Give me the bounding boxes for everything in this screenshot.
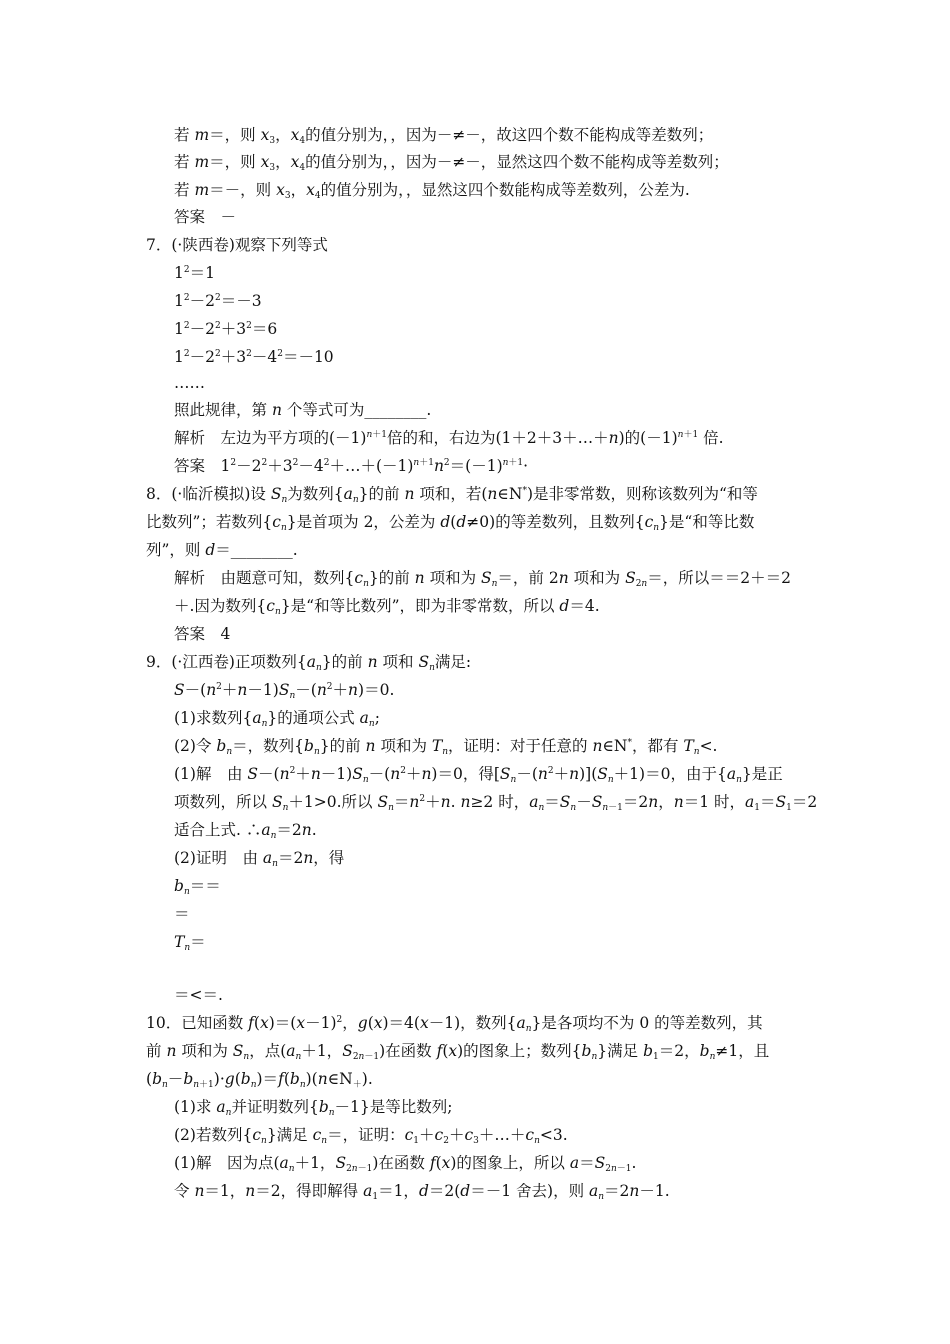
text-line: 适合上式. $\therefore a_n=2n$. xyxy=(174,821,317,841)
text-line: 9．(·江西卷)正项数列$\{a_n\}$的前 n 项和 $S_n$满足: xyxy=(146,653,472,673)
text-line: 答案 $1^2-2^2+3^2-4^2+\dots+(-1)^{n+1}n^2=(-1)^{n+1}\cdot$ xyxy=(174,457,529,475)
text-line: 7．(·陕西卷)观察下列等式 xyxy=(146,236,328,254)
text-line: $1^2-2^2+3^2=6$ xyxy=(174,320,278,338)
text-line: ＝ xyxy=(174,905,190,923)
text-line: (1)求 $a_n$并证明数列$\{b_n-1\}$是等比数列; xyxy=(174,1098,453,1118)
text-line: (2)若数列$\{c_n\}$满足 $c_n=$，证明：$c_1+c_2+c_3+\dots+c_n<3$. xyxy=(174,1126,568,1146)
text-line: $1^2=1$ xyxy=(174,264,215,282)
text-line: 前 n 项和为 $S_n$，点($a_n+1$，$S_{2n-1}$)在函数 f(x)的图象上；数列$\{b_n\}$满足 $b_1=2$，$b_n\ne 1$，且 xyxy=(146,1042,770,1062)
text-line: $S-(n^2+n-1)S_n-(n^2+n)=0$. xyxy=(174,681,395,701)
text-line: 若 m＝，则 $x_3$，$x_4$的值分别为，，因为－≠－，故这四个数不能构成等差数列； xyxy=(174,126,714,146)
text-line: 答案 － xyxy=(174,208,237,226)
text-line: 10．已知函数 $f(x)=(x-1)^2$，g(x)＝4(x－1)，数列$\{a_n\}$是各项均不为 0 的等差数列，其 xyxy=(146,1014,763,1034)
text-line: $T_n=$ xyxy=(174,933,206,953)
text-line: 列”，则 d＝________. xyxy=(146,541,298,559)
text-line: 项数列，所以 $S_n+1>0$.所以 $S_n=n^2+n$. n≥2 时，$a_n=S_n-S_{n-1}=2n$，n＝1 时，$a_1=S_1=2$ xyxy=(174,793,818,813)
text-line: 8．(·临沂模拟)设 $S_n$为数列$\{a_n\}$的前 n 项和，若(n∈N*)是非零常数，则称该数列为“和等 xyxy=(146,485,758,505)
text-line: 答案 4 xyxy=(174,625,231,643)
text-line: 令 n＝1，n＝2，得即解得 $a_1=1$，d＝2(d＝－1 舍去)，则 $a_n=2n-1$. xyxy=(174,1182,670,1202)
text-line: 解析 由题意可知，数列$\{c_n\}$的前 n 项和为 $S_n=$，前 2n 项和为 $S_{2n}=$，所以＝＝2＋＝2 xyxy=(174,569,791,589)
text-line: …… xyxy=(174,374,205,392)
text-line: $(b_n-b_{n+1})\cdot g(b_n)=f(b_n)(n\in N_+)$. xyxy=(146,1070,373,1090)
text-line: (1)求数列$\{a_n\}$的通项公式 $a_n$; xyxy=(174,709,380,729)
text-line: (1)解 由 $S-(n^2+n-1)S_n-(n^2+n)=0$，得$[S_n-(n^2+n)](S_n+1)=0$，由于$\{a_n\}$是正 xyxy=(174,765,783,785)
text-line: 照此规律，第 n 个等式可为________. xyxy=(174,401,432,419)
text-line: (2)令 $b_n=$，数列$\{b_n\}$的前 n 项和为 $T_n$，证明：对于任意的 n∈N*，都有 $T_n<$. xyxy=(174,737,718,757)
text-line: $1^2-2^2+3^2-4^2=-10$ xyxy=(174,348,334,366)
text-line: 解析 左边为平方项的$(-1)^{n+1}$倍的和，右边为(1＋2＋3＋…＋n)的$(-1)^{n+1}$ 倍. xyxy=(174,429,724,447)
text-line: (1)解 因为点($a_n+1$，$S_{2n-1}$)在函数 f(x)的图象上，所以 $a=S_{2n-1}$. xyxy=(174,1154,637,1174)
text-line: ＋.因为数列$\{c_n\}$是“和等比数列”，即为非零常数，所以 d＝4. xyxy=(174,597,600,617)
text-line: ＝<＝. xyxy=(174,986,223,1004)
text-line: $b_n==$ xyxy=(174,877,221,897)
text-line: 比数列”；若数列$\{c_n\}$是首项为 2，公差为 d(d≠0)的等差数列，且数列$\{c_n\}$是“和等比数 xyxy=(146,513,755,533)
text-line: 若 m＝－，则 $x_3$，$x_4$的值分别为，，显然这四个数能构成等差数列，公差为. xyxy=(174,181,690,201)
text-line: $1^2-2^2=-3$ xyxy=(174,292,262,310)
text-line: 若 m＝，则 $x_3$，$x_4$的值分别为，，因为－≠－，显然这四个数不能构成等差数列； xyxy=(174,153,729,173)
text-line: (2)证明 由 $a_n=2n$，得 xyxy=(174,849,345,869)
